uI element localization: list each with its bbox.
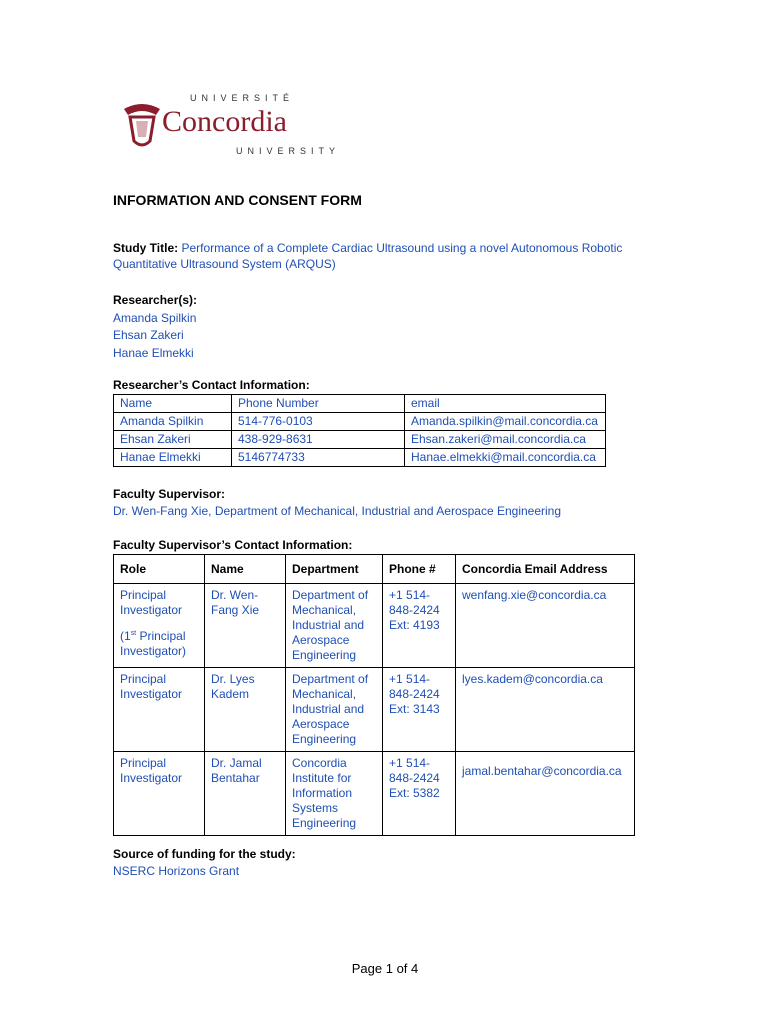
dept-line: Department of	[292, 672, 369, 686]
faculty-supervisor-block	[113, 486, 561, 520]
email-link[interactable]: Ehsan.zakeri@mail.concordia.ca	[405, 431, 606, 449]
researcher-contact-label: Researcher’s Contact Information:	[113, 378, 310, 392]
researcher-name: Amanda Spilkin	[113, 310, 197, 325]
email-link[interactable]: wenfang.xie@concordia.ca	[456, 584, 635, 668]
page-number: Page 1 of 4	[351, 961, 419, 976]
dept-line: Department of	[292, 588, 369, 602]
role-line: Investigator	[120, 603, 183, 617]
dept-line: Mechanical,	[292, 687, 357, 701]
table-cell: Ehsan Zakeri	[114, 431, 232, 449]
table-header-row	[114, 395, 606, 413]
role-line: Principal	[120, 672, 167, 686]
role-cell	[114, 584, 205, 668]
faculty-supervisor-text: Dr. Wen-Fang Xie, Department of Mechanical, Industrial and Aerospace Engineering	[113, 504, 562, 518]
table-row	[114, 752, 635, 836]
department-cell	[286, 584, 383, 668]
phone-line: 848-2424	[389, 603, 440, 617]
logo-wordmark: Concordia	[162, 105, 287, 138]
dept-line: Concordia	[292, 756, 347, 770]
phone-line: +1 514-	[389, 756, 431, 770]
phone-cell	[383, 584, 456, 668]
dept-line: Engineering	[292, 816, 357, 830]
researchers-block	[113, 292, 197, 362]
researchers-label: Researcher(s):	[113, 293, 198, 307]
table-header-cell: Role	[114, 555, 205, 584]
dept-line: Institute for	[292, 771, 352, 785]
role-cell	[114, 668, 205, 752]
table-cell: 438-929-8631	[232, 431, 405, 449]
phone-line: 848-2424	[389, 771, 440, 785]
concordia-logo	[118, 93, 348, 165]
table-row	[114, 668, 635, 752]
name-line: Kadem	[211, 687, 250, 701]
table-header-cell: Name	[205, 555, 286, 584]
logo-bottom-text: UNIVERSITY	[236, 146, 341, 156]
name-cell	[205, 584, 286, 668]
role-line: Investigator	[120, 771, 183, 785]
table-header-cell: Concordia Email Address	[456, 555, 635, 584]
study-title-line1: Performance of a Complete Cardiac Ultrasound using a novel Autonomous Robotic	[181, 241, 623, 255]
role-line: Principal	[120, 756, 167, 770]
study-title-block	[113, 240, 673, 272]
email-link[interactable]: Hanae.elmekki@mail.concordia.ca	[405, 449, 606, 467]
role-line: Principal	[120, 588, 167, 602]
name-line: Bentahar	[211, 771, 260, 785]
dept-line: Aerospace	[292, 633, 350, 647]
concordia-crest-icon	[122, 101, 162, 151]
name-line: Dr. Wen-	[211, 588, 259, 602]
email-link[interactable]: jamal.bentahar@concordia.ca	[456, 752, 635, 836]
dept-line: Systems	[292, 801, 339, 815]
table-row	[114, 449, 606, 467]
study-title-line2: Quantitative Ultrasound System (ARQUS)	[113, 257, 336, 271]
funding-label: Source of funding for the study:	[113, 847, 296, 861]
table-header-cell: Phone Number	[232, 395, 405, 413]
name-cell	[205, 668, 286, 752]
department-cell	[286, 752, 383, 836]
role-line: Investigator	[120, 687, 183, 701]
email-link[interactable]: lyes.kadem@concordia.ca	[456, 668, 635, 752]
supervisor-contact-table	[113, 554, 635, 836]
phone-line: +1 514-	[389, 588, 431, 602]
phone-line: +1 514-	[389, 672, 431, 686]
faculty-supervisor-label: Faculty Supervisor:	[113, 487, 226, 501]
dept-line: Aerospace	[292, 717, 350, 731]
dept-line: Industrial and	[292, 702, 365, 716]
table-header-cell: email	[405, 395, 606, 413]
phone-line: Ext: 4193	[389, 618, 440, 632]
table-header-cell: Phone #	[383, 555, 456, 584]
table-row	[114, 584, 635, 668]
table-header-row	[114, 555, 635, 584]
funding-text: NSERC Horizons Grant	[113, 864, 240, 878]
phone-line: Ext: 5382	[389, 786, 440, 800]
table-cell: 5146774733	[232, 449, 405, 467]
researcher-name: Hanae Elmekki	[113, 345, 194, 360]
table-header-cell: Department	[286, 555, 383, 584]
phone-line: Ext: 3143	[389, 702, 440, 716]
dept-line: Information	[292, 786, 353, 800]
table-header-cell: Name	[114, 395, 232, 413]
table-cell: Hanae Elmekki	[114, 449, 232, 467]
table-cell: 514-776-0103	[232, 413, 405, 431]
researcher-name: Ehsan Zakeri	[113, 328, 184, 342]
name-cell	[205, 752, 286, 836]
logo-top-text: UNIVERSITÉ	[190, 93, 295, 103]
department-cell	[286, 668, 383, 752]
role-note: (1st Principal	[120, 629, 186, 643]
dept-line: Industrial and	[292, 618, 365, 632]
dept-line: Mechanical,	[292, 603, 357, 617]
supervisor-contact-label: Faculty Supervisor’s Contact Information:	[113, 538, 353, 552]
study-title-label: Study Title:	[113, 241, 179, 255]
name-line: Dr. Lyes	[211, 672, 255, 686]
name-line: Dr. Jamal	[211, 756, 262, 770]
role-cell	[114, 752, 205, 836]
phone-cell	[383, 752, 456, 836]
table-cell: Amanda Spilkin	[114, 413, 232, 431]
dept-line: Engineering	[292, 732, 357, 746]
role-note-line: Investigator)	[120, 644, 187, 658]
name-line: Fang Xie	[211, 603, 260, 617]
funding-block	[113, 846, 296, 880]
table-row	[114, 431, 606, 449]
researcher-contact-table	[113, 394, 606, 467]
phone-cell	[383, 668, 456, 752]
phone-line: 848-2424	[389, 687, 440, 701]
dept-line: Engineering	[292, 648, 357, 662]
email-link[interactable]: Amanda.spilkin@mail.concordia.ca	[405, 413, 606, 431]
table-row	[114, 413, 606, 431]
page-title: INFORMATION AND CONSENT FORM	[113, 192, 362, 208]
